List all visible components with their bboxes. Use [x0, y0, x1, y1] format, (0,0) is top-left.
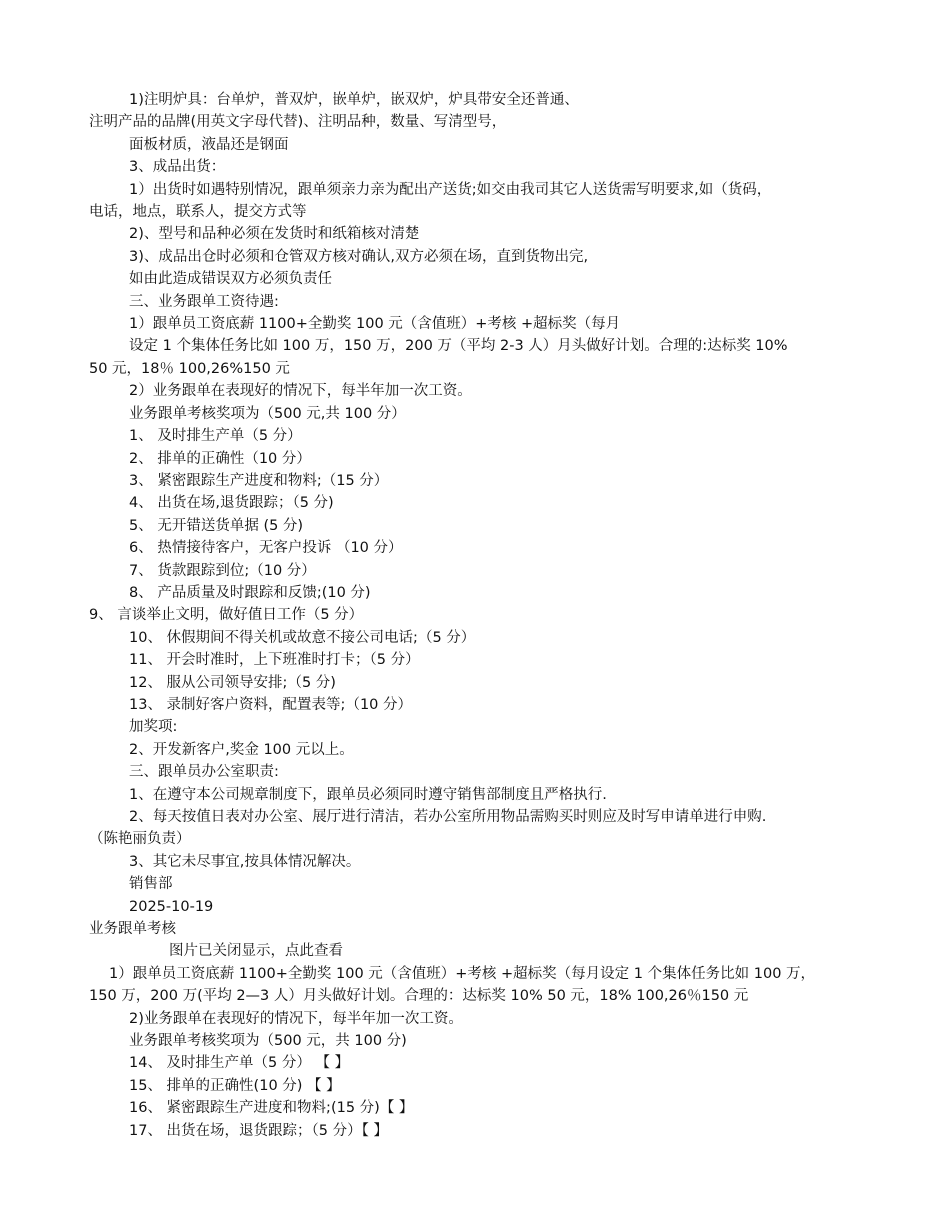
department-signature: 销售部 [129, 876, 173, 893]
list-item: 6、 热情接待客户，无客户投诉 （10 分） [129, 540, 403, 557]
text-line: 2)业务跟单在表现好的情况下，每半年加一次工资。 [129, 1010, 463, 1027]
document-date: 2025-10-19 [129, 898, 214, 915]
text-line: 1、在遵守本公司规章制度下，跟单员必须同时遵守销售部制度且严格执行. [129, 786, 607, 803]
list-item: 7、 货款跟踪到位;（10 分） [129, 562, 316, 579]
section-heading: 三、业务跟单工资待遇: [129, 293, 279, 310]
text-line: 3、成品出货： [129, 159, 226, 176]
text-line: 50 元，18％ 100,26%150 元 [89, 360, 290, 377]
section-title: 业务跟单考核 [89, 921, 176, 938]
list-item: 12、 服从公司领导安排;（5 分) [129, 674, 336, 691]
list-item: 5、 无开错送货单据 (5 分) [129, 517, 304, 534]
list-item: 10、 休假期间不得关机或故意不接公司电话;（5 分） [129, 629, 476, 646]
text-line: 3)、成品出仓时必须和仓管双方核对确认,双方必须在场，直到货物出完, [129, 248, 589, 265]
text-line: 1）跟单员工资底薪 1100+全勤奖 100 元（含值班）+考核 +超标奖（每月 [129, 316, 621, 333]
text-line: 1)注明炉具：台单炉，普双炉，嵌单炉，嵌双炉，炉具带安全还普通、 [129, 92, 579, 108]
text-line: 1）出货时如遇特别情况，跟单须亲力亲为配出产送货;如交由我司其它人送货需写明要求,如（货码， [129, 181, 772, 198]
text-line: 150 万，200 万(平均 2—3 人）月头做好计划。合理的：达标奖 10% 50 元，18% 100,26％150 元 [89, 988, 749, 1005]
list-item: 9、 言谈举止文明，做好值日工作（5 分） [89, 607, 364, 624]
list-item: 2、 排单的正确性（10 分） [129, 450, 311, 467]
list-item: 3、 紧密跟踪生产进度和物料;（15 分） [129, 472, 389, 489]
text-line: 注明产品的品牌(用英文字母代替)、注明品种，数量、写清型号， [89, 114, 507, 131]
list-item: 14、 及时排生产单（5 分） 【 】 [129, 1055, 350, 1072]
text-line: 3、其它未尽事宜,按具体情况解决。 [129, 853, 361, 870]
text-line: 电话，地点，联系人，提交方式等 [89, 204, 307, 221]
text-line: 2）业务跟单在表现好的情况下，每半年加一次工资。 [129, 383, 472, 400]
text-line: （陈艳丽负责） [89, 831, 191, 848]
list-item: 13、 录制好客户资料，配置表等;（10 分） [129, 696, 413, 713]
list-item: 4、 出货在场,退货跟踪；（5 分) [129, 495, 334, 512]
image-hidden-link[interactable]: 图片已关闭显示，点此查看 [169, 943, 343, 960]
text-line: 业务跟单考核奖项为（500 元,共 100 分） [129, 405, 406, 422]
text-line: 如由此造成错误双方必须负责任 [129, 271, 332, 288]
text-line: 设定 1 个集体任务比如 100 万，150 万，200 万（平均 2-3 人）月头做好计划。合理的:达标奖 10% [129, 338, 788, 355]
list-item: 16、 紧密跟踪生产进度和物料;(15 分)【 】 [129, 1100, 414, 1117]
list-item: 17、 出货在场，退货跟踪；（5 分）【 】 [129, 1122, 389, 1139]
list-item: 15、 排单的正确性(10 分) 【 】 [129, 1077, 341, 1094]
text-line: 业务跟单考核奖项为（500 元，共 100 分) [129, 1033, 407, 1050]
list-item: 11、 开会时准时，上下班准时打卡；（5 分） [129, 652, 420, 669]
text-line: 2、每天按值日表对办公室、展厅进行清洁，若办公室所用物品需购买时则应及时写申请单进行申购. [129, 809, 767, 825]
list-item: 1、 及时排生产单（5 分） [129, 428, 302, 445]
text-line: 1）跟单员工资底薪 1100+全勤奖 100 元（含值班）+考核 +超标奖（每月设定 1 个集体任务比如 100 万， [109, 965, 816, 982]
text-line: 2)、型号和品种必须在发货时和纸箱核对清楚 [129, 226, 420, 243]
list-item: 8、 产品质量及时跟踪和反馈;(10 分) [129, 584, 371, 601]
section-heading: 三、跟单员办公室职责: [129, 764, 279, 781]
text-line: 加奖项: [129, 719, 178, 736]
text-line: 2、开发新客户,奖金 100 元以上。 [129, 741, 354, 758]
text-line: 面板材质，液晶还是钢面 [129, 136, 289, 153]
